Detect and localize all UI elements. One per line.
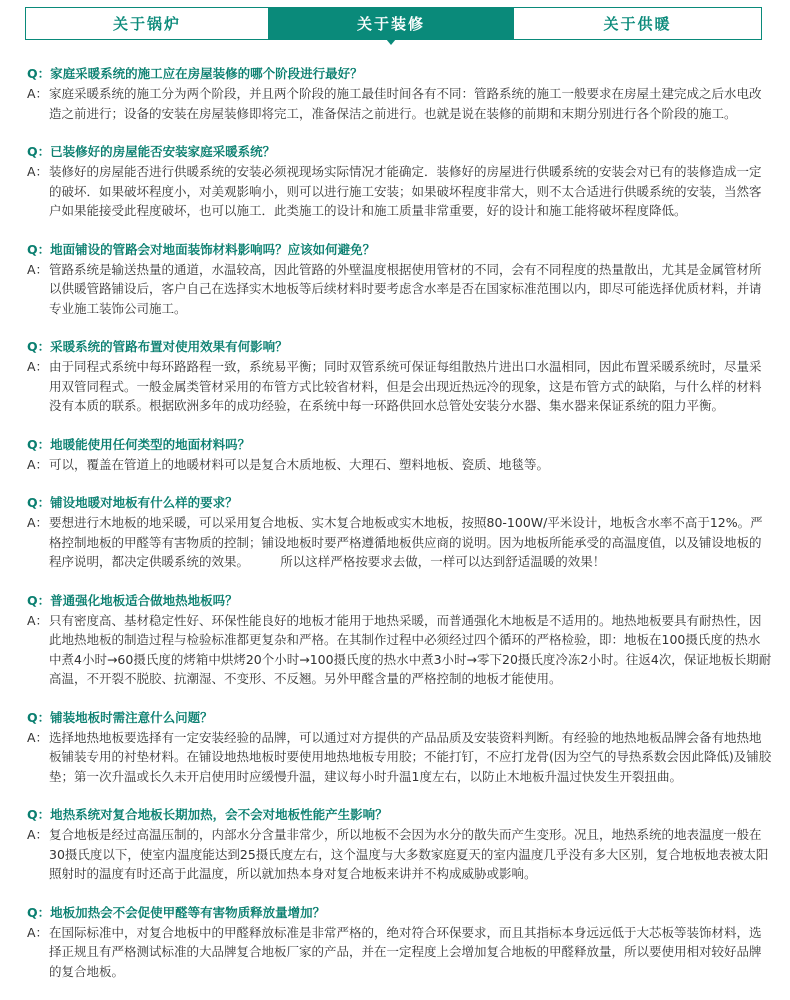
faq-answer [27, 825, 772, 884]
question-text: 地板加热会不会促使甲醛等有害物质释放量增加？ [50, 904, 326, 920]
answer-text: 家庭采暖系统的施工分为两个阶段，并且两个阶段的施工最佳时间各有不同：管路系统的施工一般要求在房屋土建完成之后水电改造之前进行；设备的安装在房屋装修即将完工，准备保洁之前进行。也就是说在装修的前期和末期分别进行各个阶段的施工。 [49, 86, 762, 121]
answer-prefix: A： [27, 359, 49, 374]
faq-item [27, 903, 772, 982]
question-text: 地热系统对复合地板长期加热，会不会对地板性能产生影响？ [50, 807, 388, 822]
answer-prefix: A： [27, 827, 49, 842]
faq-question [27, 591, 772, 611]
tab-boiler[interactable] [25, 7, 269, 40]
answer-text: 可以，覆盖在管道上的地暖材料可以是复合木质地板、大理石、塑料地板、瓷质、地毯等。 [49, 456, 550, 472]
question-prefix: Q： [27, 436, 51, 452]
faq-answer [27, 357, 772, 416]
faq-list [27, 64, 772, 1000]
answer-text: 只有密度高、基材稳定性好、环保性能良好的地板才能用于地热采暖，而普通强化木地板是不适用的。地热地板要具有耐热性，因此地热地板的制造过程与检验标准都更复杂和严格。在其制作过程中必须经过四个循环的严格检验，即：地板在100摄氏度的热水中煮4小时→60摄氏度的烤箱中烘烤20个小时→100摄氏度的热水中煮3小时→零下20摄氏度冷冻2小时。往返4次，保证地板长期耐高温，不开裂不脱胶、抗潮湿、不变形、不反翘。另外甲醛含量的严格控制的地板才能使用。 [49, 612, 772, 686]
answer-prefix: A： [27, 515, 49, 530]
faq-item [27, 708, 772, 787]
question-text: 家庭采暖系统的施工应在房屋装修的哪个阶段进行最好？ [50, 66, 363, 81]
tab-bar [25, 7, 762, 40]
tab-decoration[interactable] [269, 7, 514, 40]
answer-text: 复合地板是经过高温压制的，内部水分含量非常少，所以地板不会因为水分的散失而产生变形。况且，地热系统的地表温度一般在30摄氏度以下，使室内温度能达到25摄氏度左右，这个温度与大多数家庭夏天的室内温度几乎没有多大区别，复合地板地表被太阳照射时的温度有时还高于此温度，所以就加热本身对复合地板来讲并不构成威胁或影响。 [49, 827, 769, 881]
question-prefix: Q： [27, 66, 51, 81]
answer-prefix: A： [27, 86, 49, 101]
tab-label: 关于供暖 [603, 15, 672, 33]
faq-question [27, 708, 772, 728]
question-text: 铺设地暖对地板有什么样的要求？ [50, 495, 238, 510]
question-prefix: Q： [27, 495, 51, 510]
faq-answer [27, 162, 772, 221]
tab-heating[interactable] [514, 7, 762, 40]
question-text: 已装修好的房屋能否安装家庭采暖系统？ [50, 144, 276, 159]
faq-question [27, 240, 772, 260]
answer-text: 在国际标准中，对复合地板中的甲醛释放标准是非常严格的，绝对符合环保要求，而且其指标本身远远低于大芯板等装饰材料，选择正规且有严格测试标准的大品牌复合地板厂家的产品，并在一定程度上会增加复合地板的甲醛释放量，所以要使用相对较好品牌的复合地板。 [49, 924, 762, 979]
faq-answer [27, 260, 772, 319]
faq-question [27, 805, 772, 825]
answer-prefix: A： [27, 612, 49, 628]
answer-prefix: A： [27, 164, 49, 179]
faq-item [27, 435, 772, 475]
faq-question [27, 64, 772, 84]
faq-answer [27, 513, 772, 572]
answer-text: 装修好的房屋能否进行供暖系统的安装必须视现场实际情况才能确定．装修好的房屋进行供暖系统的安装会对已有的装修造成一定的破坏．如果破坏程度小，对美观影响小，则可以进行施工安装；如果破坏程度非常大，则不太合适进行供暖系统的安装，当然客户如果能接受此程度破坏，也可以施工．此类施工的设计和施工质量非常重要，好的设计和施工能将破坏程度降低。 [49, 164, 762, 218]
answer-prefix: A： [27, 456, 49, 472]
faq-item [27, 240, 772, 319]
faq-question [27, 142, 772, 162]
question-text: 地面铺设的管路会对地面装饰材料影响吗？应该如何避免？ [50, 241, 376, 257]
faq-answer [27, 611, 772, 689]
faq-answer [27, 84, 772, 123]
faq-question [27, 493, 772, 513]
question-text: 采暖系统的管路布置对使用效果有何影响？ [50, 339, 288, 354]
question-prefix: Q： [27, 709, 51, 725]
faq-answer [27, 455, 772, 475]
faq-item [27, 591, 772, 689]
faq-item [27, 142, 772, 221]
faq-item [27, 64, 772, 123]
question-text: 地暖能使用任何类型的地面材料吗？ [50, 436, 251, 452]
answer-prefix: A： [27, 729, 49, 745]
faq-question [27, 435, 772, 455]
faq-answer [27, 923, 772, 982]
faq-item [27, 337, 772, 416]
faq-item [27, 493, 772, 572]
question-text: 普通强化地板适合做地热地板吗？ [50, 592, 238, 608]
question-prefix: Q： [27, 904, 51, 920]
tab-label: 关于锅炉 [112, 15, 181, 33]
answer-text: 要想进行木地板的地采暖，可以采用复合地板、实木复合地板或实木地板，按照80-100W/平米设计，地板含水率不高于12%。严格控制地板的甲醛等有害物质的控制；铺设地板时要严格遵循地板供应商的说明。因为地板所能承受的高温度值，以及铺设地板的程序说明，都决定供暖系统的效果。 所以这样严格按要求去做，一样可以达到舒适温暖的效果！ [49, 515, 763, 569]
answer-text: 由于同程式系统中每环路路程一致，系统易平衡；同时双管系统可保证每组散热片进出口水温相同，因此布置采暖系统时，尽量采用双管同程式。一般金属类管材采用的布管方式比较省材料，但是会出现近热远冷的现象，这是布管方式的缺陷，与什么样的材料没有本质的联系。根据欧洲多年的成功经验，在系统中每一环路供回水总管处安装分水器、集水器来保证系统的阻力平衡。 [49, 359, 762, 413]
faq-question [27, 337, 772, 357]
question-prefix: Q： [27, 339, 51, 354]
answer-prefix: A： [27, 924, 49, 940]
active-caret-icon [386, 39, 396, 45]
answer-text: 选择地热地板要选择有一定安装经验的品牌，可以通过对方提供的产品品质及安装资料判断。有经验的地热地板品牌会备有地热地板铺装专用的衬垫材料。在铺设地热地板时要使用地热地板专用胶；不能打钉，不应打龙骨(因为空气的导热系数会因此降低)及铺胶垫；第一次升温或长久未开启使用时应缓慢升温，建议每小时升温1度左右，以防止木地板升温过快发生开裂扭曲。 [49, 729, 772, 784]
faq-item [27, 805, 772, 884]
tab-label: 关于装修 [356, 15, 425, 33]
question-prefix: Q： [27, 592, 51, 608]
question-prefix: Q： [27, 241, 51, 257]
question-text: 铺装地板时需注意什么问题？ [50, 709, 213, 725]
answer-prefix: A： [27, 261, 49, 277]
faq-question [27, 903, 772, 923]
question-prefix: Q： [27, 807, 51, 822]
answer-text: 管路系统是输送热量的通道，水温较高，因此管路的外壁温度根据使用管材的不同，会有不同程度的热量散出，尤其是金属管材所以供暖管路铺设后，客户自己在选择实木地板等后续材料时要考虑含水率是否在国家标准范围以内，即尽可能选择优质材料，并请专业施工装饰公司施工。 [49, 261, 762, 316]
question-prefix: Q： [27, 144, 51, 159]
faq-answer [27, 728, 772, 787]
